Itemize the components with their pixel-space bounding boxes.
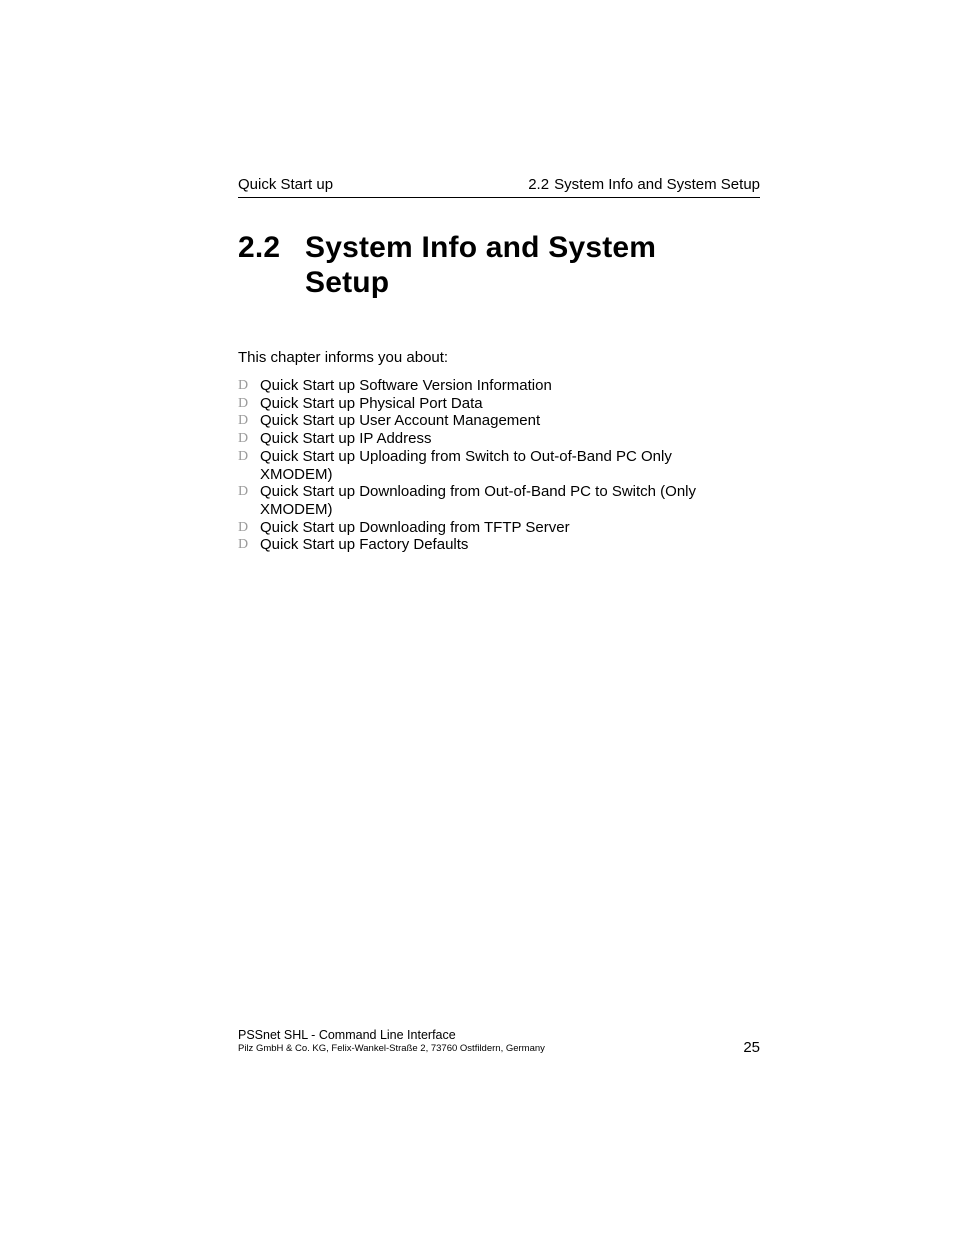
bullet-icon: D <box>238 537 249 553</box>
page-number: 25 <box>743 1039 760 1056</box>
bullet-icon: D <box>238 448 249 464</box>
footer-document-title: PSSnet SHL - Command Line Interface <box>238 1028 456 1042</box>
list-item <box>238 448 718 483</box>
list-item <box>238 412 718 430</box>
bullet-icon: D <box>238 413 249 429</box>
header-section-title: System Info and System Setup <box>554 176 760 193</box>
list-item-text: Quick Start up Physical Port Data <box>260 394 483 412</box>
list-item-text: Quick Start up Uploading from Switch to Out-of-Band PC Only XMODEM) <box>260 447 672 483</box>
running-header <box>238 175 760 198</box>
list-item <box>238 536 718 554</box>
header-section <box>528 176 760 193</box>
list-item <box>238 430 718 448</box>
list-item-text: Quick Start up User Account Management <box>260 412 541 430</box>
section-heading-title: System Info and System Setup <box>305 231 657 299</box>
list-item <box>238 395 718 413</box>
intro-paragraph: This chapter informs you about: <box>238 349 449 366</box>
footer-company-address: Pilz GmbH & Co. KG, Felix-Wankel-Straße 2, 73760 Ostfildern, Germany <box>238 1043 545 1054</box>
list-item <box>238 483 718 518</box>
list-item-text: Quick Start up Downloading from Out-of-Band PC to Switch (Only XMODEM) <box>260 483 697 518</box>
bullet-icon: D <box>238 431 249 447</box>
bullet-icon: D <box>238 484 249 500</box>
list-item-text: Quick Start up Downloading from TFTP Server <box>260 518 570 536</box>
bullet-icon: D <box>238 519 249 535</box>
list-item <box>238 519 718 537</box>
header-chapter-name: Quick Start up <box>238 176 334 193</box>
header-section-number: 2.2 <box>528 176 550 193</box>
list-item-text: Quick Start up Factory Defaults <box>260 536 469 554</box>
list-item-text: Quick Start up Software Version Information <box>260 377 552 394</box>
list-item <box>238 377 718 395</box>
bullet-icon: D <box>238 395 249 411</box>
list-item-text: Quick Start up IP Address <box>260 430 432 448</box>
section-heading-number: 2.2 <box>238 231 281 264</box>
topic-list <box>238 377 718 554</box>
bullet-icon: D <box>238 378 249 393</box>
